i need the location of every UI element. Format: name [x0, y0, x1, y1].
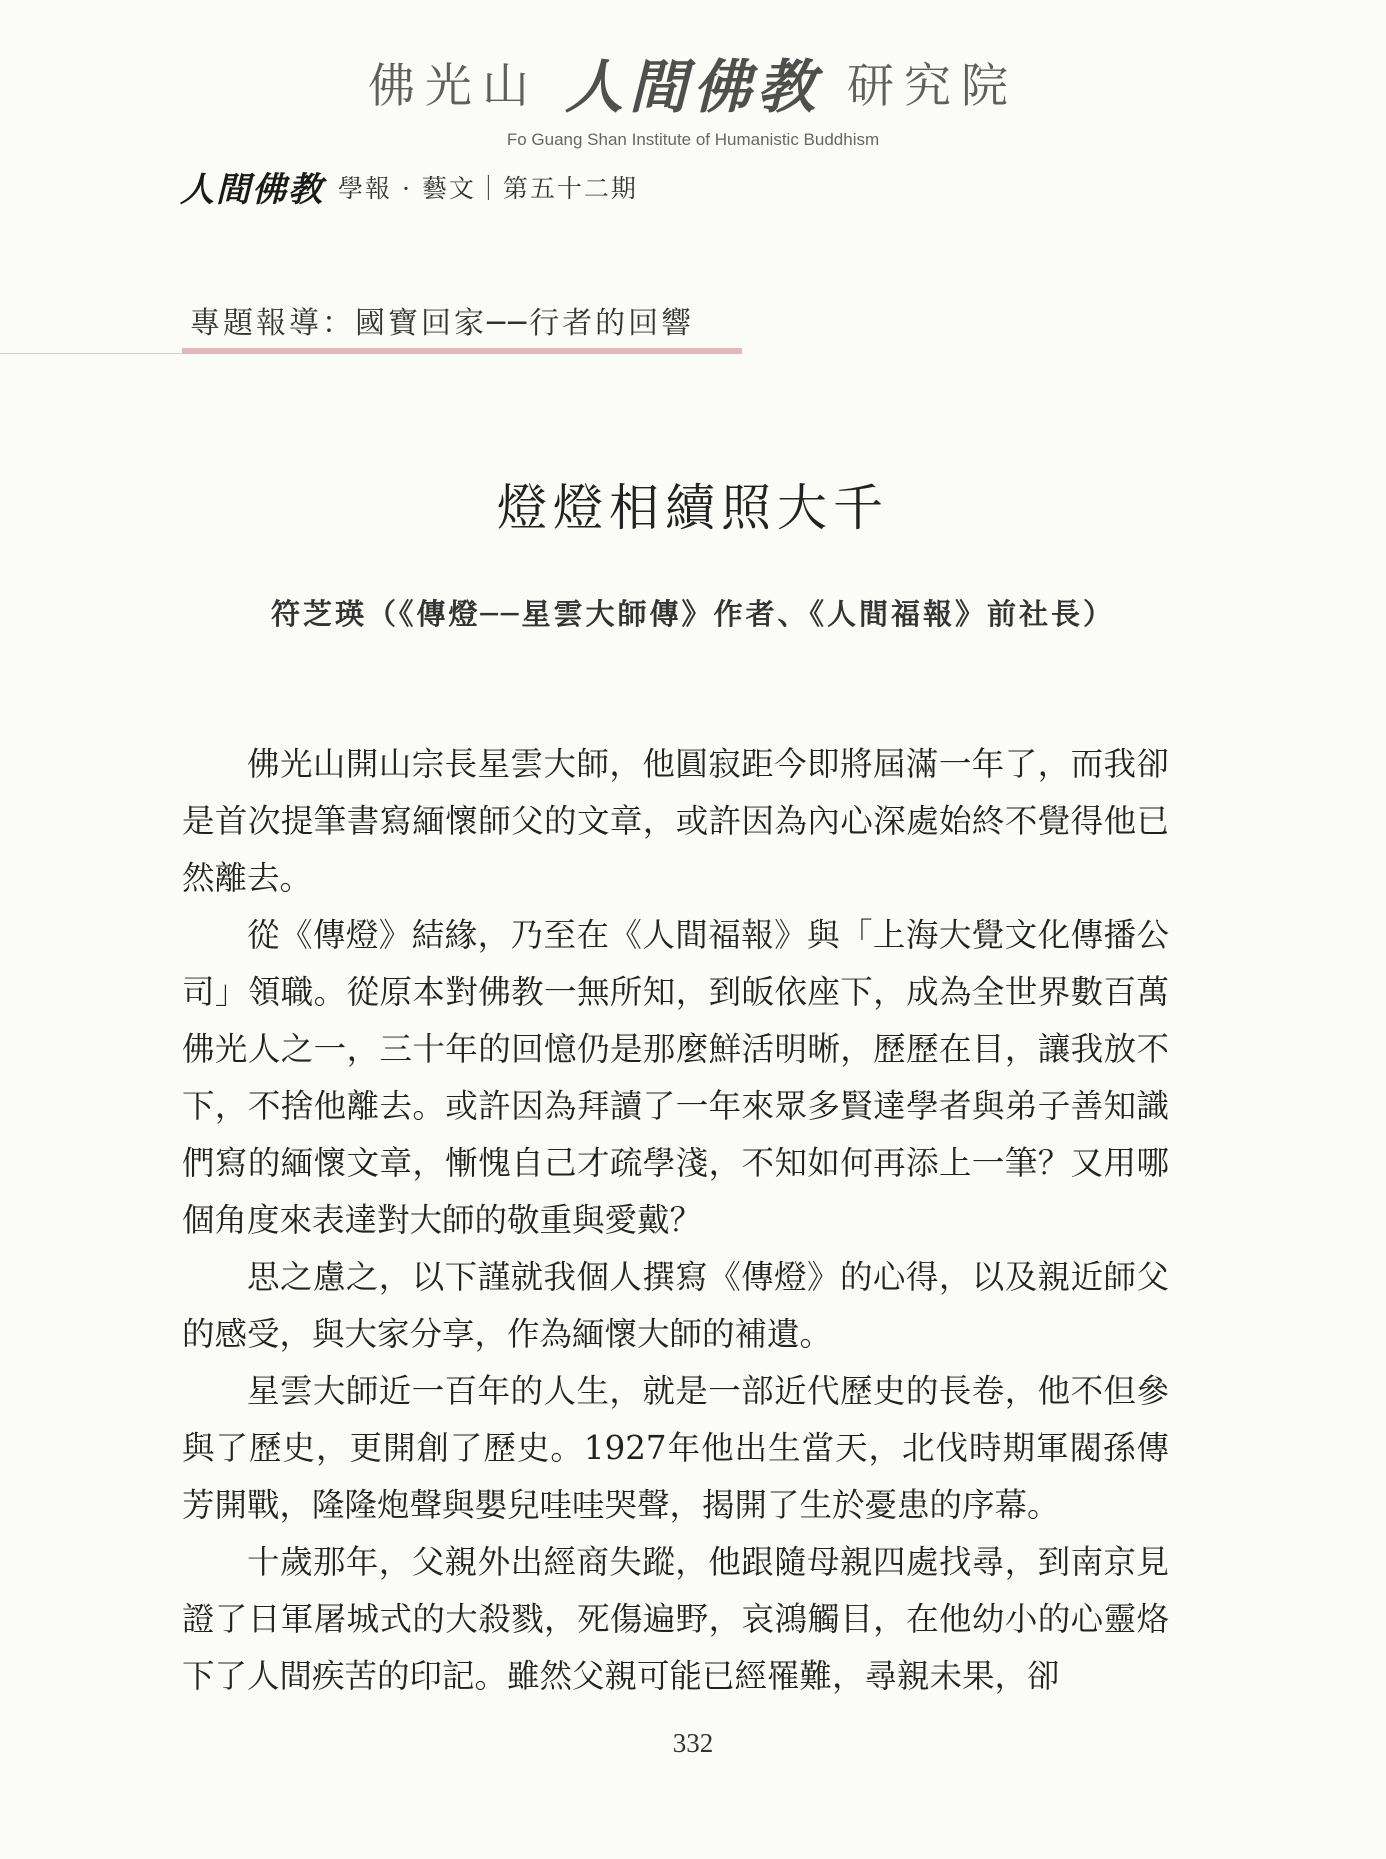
institute-name-english: Fo Guang Shan Institute of Humanistic Buddhism	[506, 130, 880, 149]
institute-name	[0, 40, 1386, 124]
article-title: 燈燈相續照大千	[497, 479, 889, 537]
section-accent-bar	[182, 348, 742, 354]
journal-running-head	[180, 162, 638, 211]
institute-calligraphy-logo: 人間佛教	[564, 53, 821, 121]
section-topic-heading: 專題報導：國寶回家──行者的回響	[190, 306, 695, 341]
article-author: 符芝瑛（《傳燈──星雲大師傳》作者、《人間福報》前社長）	[271, 597, 1115, 631]
page-number: 332	[672, 1728, 714, 1758]
body-paragraph: 十歲那年，父親外出經商失蹤，他跟隨母親四處找尋，到南京見證了日軍屠城式的大殺戮，死傷遍野，哀鴻觸目，在他幼小的心靈烙下了人間疾苦的印記。雖然父親可能已經罹難，尋親未果，卻	[182, 1543, 1169, 1695]
body-paragraph: 佛光山開山宗長星雲大師，他圓寂距今即將屆滿一年了，而我卻是首次提筆書寫緬懷師父的文章，或許因為內心深處始終不覺得他已然離去。	[182, 745, 1169, 897]
body-paragraph: 星雲大師近一百年的人生，就是一部近代歷史的長卷，他不但參與了歷史，更開創了歷史。1927年他出生當天，北伐時期軍閥孫傳芳開戰，隆隆炮聲與嬰兒哇哇哭聲，揭開了生於憂患的序幕。	[182, 1372, 1169, 1524]
institute-name-part1: 佛光山	[367, 58, 539, 114]
body-paragraph: 從《傳燈》結緣，乃至在《人間福報》與「上海大覺文化傳播公司」領職。從原本對佛教一無所知，到皈依座下，成為全世界數百萬佛光人之一，三十年的回憶仍是那麼鮮活明晰，歷歷在目，讓我放不下，不捨他離去。或許因為拜讀了一年來眾多賢達學者與弟子善知識們寫的緬懷文章，慚愧自己才疏學淺，不知如何再添上一筆？又用哪個角度來表達對大師的敬重與愛戴？	[182, 916, 1169, 1239]
journal-calligraphy-logo: 人間佛教	[180, 170, 324, 210]
body-paragraph: 思之慮之，以下謹就我個人撰寫《傳燈》的心得，以及親近師父的感受，與大家分享，作為緬懷大師的補遺。	[182, 1258, 1169, 1353]
institute-header	[0, 40, 1386, 150]
journal-issue-info: 學報 · 藝文｜第五十二期	[338, 173, 638, 203]
institute-name-part2: 研究院	[847, 58, 1018, 114]
article-body	[182, 736, 1169, 1705]
